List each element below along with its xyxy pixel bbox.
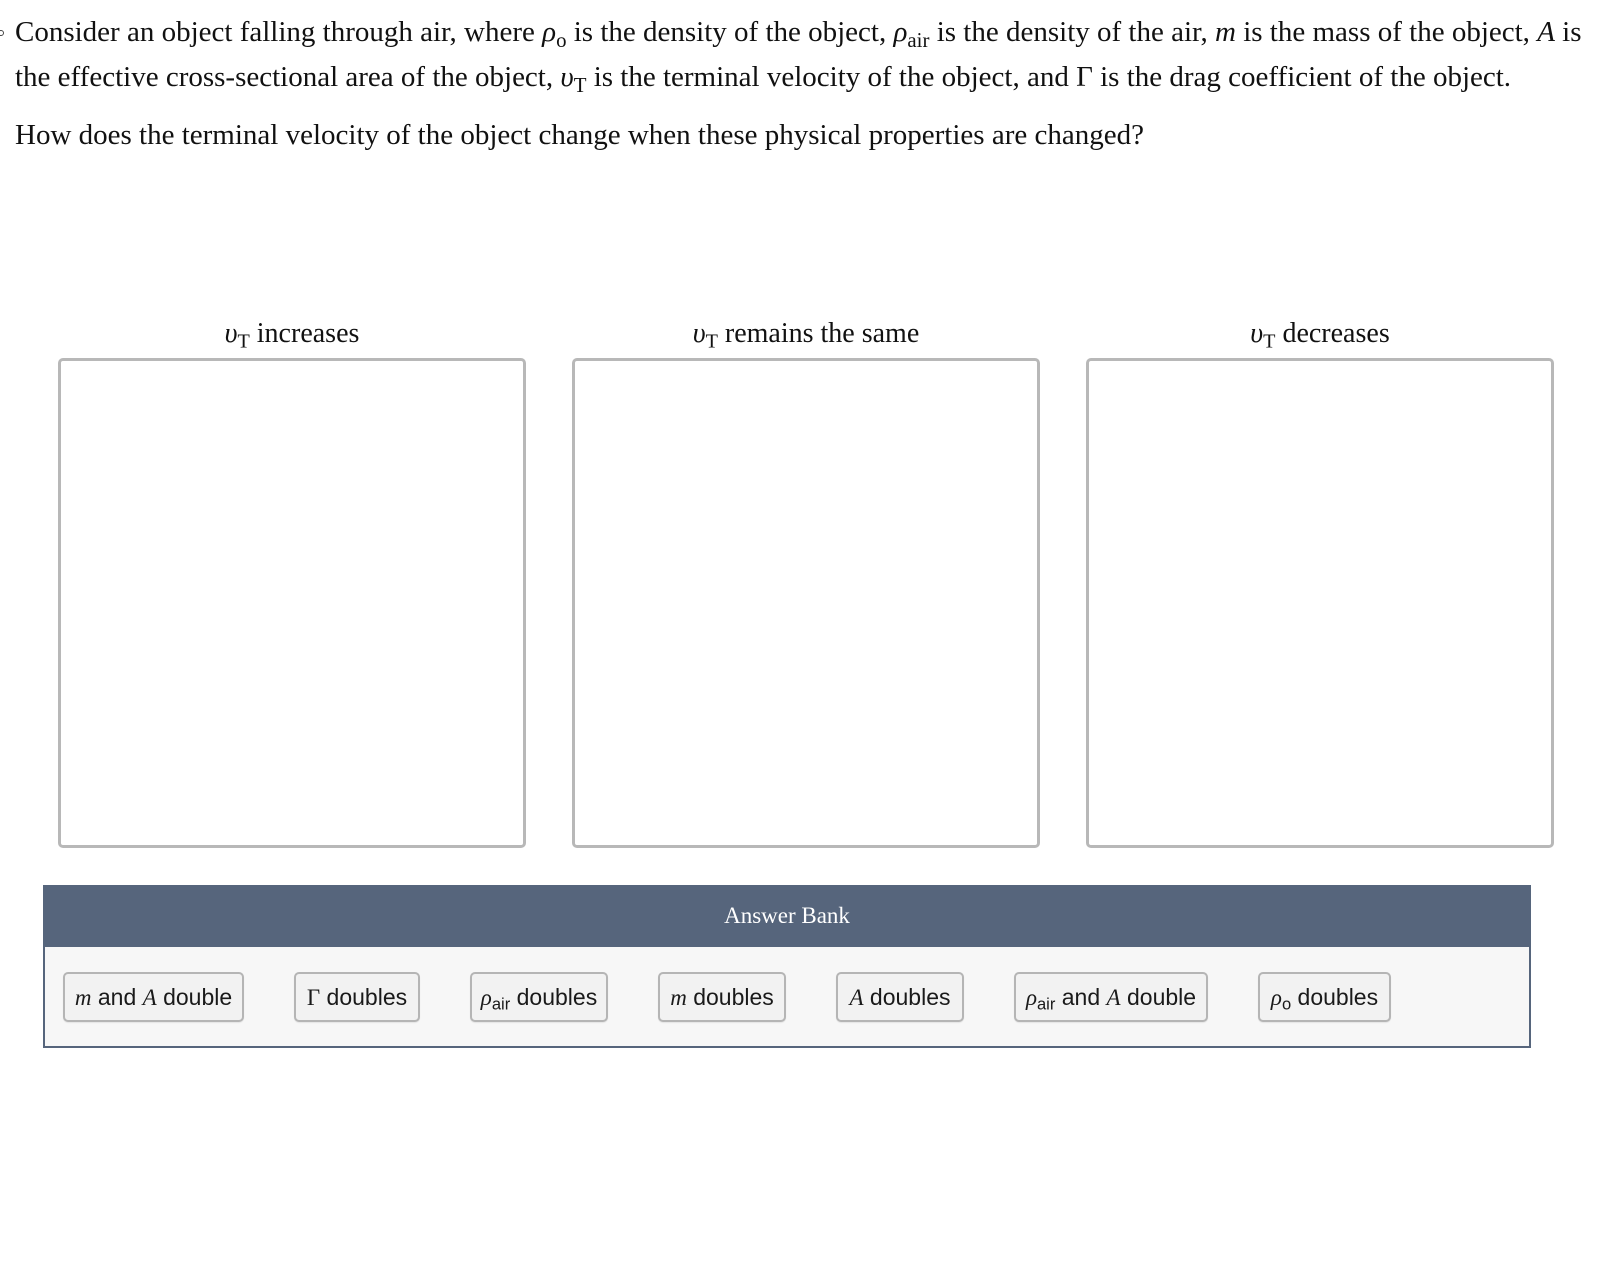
drop-zone-decreases[interactable] <box>1086 358 1554 848</box>
gamma-symbol: Γ <box>1076 61 1093 93</box>
rho-air-symbol: $\rho_{air}$ <box>893 16 930 52</box>
edge-circle-icon <box>0 30 4 36</box>
bin-increases <box>58 310 526 848</box>
question-paragraph: Consider an object falling through air, where $\rho_o$ is the density of the object, $\rho_{air}$ is the density of the air, m is the mass of the object, A is the effective cross-sectional area of the object, $\upsilon_T$ is the terminal velocity of the object, and Γ is the drag coefficient of the object. <box>15 16 1582 97</box>
A-symbol: A <box>1537 16 1555 48</box>
question-prompt: How does the terminal velocity of the object change when these physical properties are changed? <box>15 119 1144 151</box>
bin-title-increases: $\upsilon_T$ increases <box>224 318 360 353</box>
drop-zone-remains-same[interactable] <box>572 358 1040 848</box>
question-text <box>15 10 1590 158</box>
bin-title-remains-same: $\upsilon_T$ remains the same <box>692 318 920 353</box>
bin-title-decreases: $\upsilon_T$ decreases <box>1250 318 1390 353</box>
chip-gamma-doubles[interactable]: Γ doubles <box>294 972 420 1022</box>
chip-A-doubles[interactable]: A doubles <box>836 972 964 1022</box>
rho-o-symbol: $\rho_o$ <box>542 16 567 52</box>
answer-bank <box>43 885 1531 1048</box>
bin-decreases <box>1086 310 1554 848</box>
drop-zone-increases[interactable] <box>58 358 526 848</box>
chip-m-and-A-double[interactable]: m and A double <box>63 972 244 1022</box>
answer-bank-title: Answer Bank <box>45 887 1529 947</box>
bin-remains-same <box>572 310 1040 848</box>
m-symbol: m <box>1215 16 1236 48</box>
chip-rho-o-doubles[interactable]: $\rho_o$ doubles <box>1258 972 1391 1022</box>
answer-bank-items <box>45 947 1529 1048</box>
chip-m-doubles[interactable]: m doubles <box>658 972 786 1022</box>
chip-rho-air-and-A-double[interactable]: $\rho_{air}$ and A double <box>1014 972 1208 1022</box>
vT-symbol: $\upsilon_T$ <box>560 61 587 97</box>
left-edge-fragment <box>0 22 6 262</box>
chip-rho-air-doubles[interactable]: $\rho_{air}$ doubles <box>470 972 608 1022</box>
drop-bins <box>58 310 1554 848</box>
